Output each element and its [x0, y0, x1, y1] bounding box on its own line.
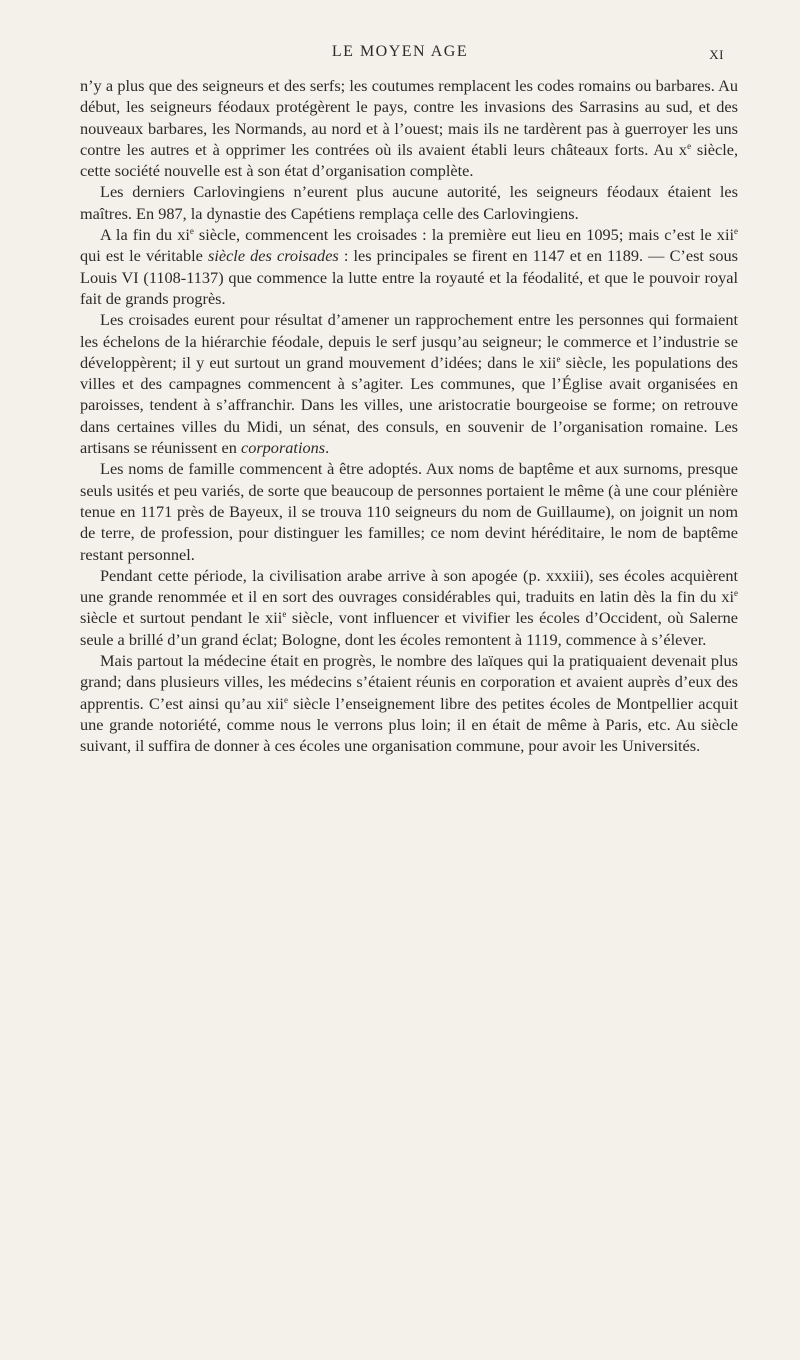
text-run: qui est le véritable — [80, 246, 208, 266]
text-run: siècle, cette société nouvelle est à son état d’organisation complète. — [80, 139, 739, 181]
italic-term: corporations — [240, 438, 326, 458]
superscript: e — [687, 140, 692, 151]
text-run: n’y a plus que des seigneurs et des serfs; les coutumes remplacent les codes romains ou barbares. Au début, les seigneurs féodaux protégèrent le pays, contre les invasions des Sarrasins au sud, et des nouveaux barbares, les Normands, au nord et à l’ouest; mais ils ne tardèrent pas à guerroyer les uns contre les autres et à opprimer les contrées où ils avaient établi leurs châteaux forts. Au x — [80, 76, 738, 159]
text-run: siècle, les populations des villes et des campagnes commencent à s’agiter. Les communes, que l’Église avait organisées en paroisses, tendent à s’affranchir. Dans les villes, une aristocratie bourgeoise se forme; on retrouve dans certaines villes du Midi, un sénat, des consuls, en souvenir de l’organisation romaine. Les artisans se réunissent en — [80, 352, 739, 458]
text-run: siècle, vont influencer et vivifier les écoles d’Occident, où Salerne seule a brillé d’un grand éclat; Bologne, dont les écoles remontent à 1119, commence à s’élever. — [80, 608, 738, 649]
superscript: e — [283, 694, 288, 705]
text-run: A la fin du xi — [100, 225, 190, 245]
superscript: e — [734, 226, 738, 237]
text-run: Mais partout la médecine était en progrès, le nombre des laïques qui la pratiquaient devenait plus grand; dans plusieurs villes, les médecins s’étaient réunis en corporation et avaient auprès d’eux des apprentis. C’est ainsi qu’au xii — [80, 651, 738, 713]
paragraph — [80, 565, 738, 650]
italic-term: siècle des croisades — [208, 246, 339, 266]
text-run: siècle et surtout pendant le xii — [80, 608, 283, 628]
paragraph — [80, 224, 738, 309]
running-title: LE MOYEN AGE — [331, 43, 469, 60]
text-run: siècle, commencent les croisades : la première eut lieu en 1095; mais c’est le xii — [193, 225, 734, 245]
paragraph — [80, 309, 738, 458]
superscript: e — [556, 353, 561, 364]
superscript: e — [189, 226, 194, 237]
text-run: : les principales se firent en 1147 et en 1189. — C’est sous Louis VI (1108-1137) que commence la lutte entre la royauté et la féodalité, et que le pouvoir royal fait de grands progrès. — [80, 246, 738, 308]
paragraph — [80, 181, 738, 224]
paragraph — [80, 75, 738, 181]
text-run: Les croisades eurent pour résultat d’amener un rapprochement entre les personnes qui formaient les échelons de la hiérarchie féodale, depuis le serf jusqu’au seigneur; le commerce et l’industrie se développèrent; il y eut surtout un grand mouvement d’idées; dans le xii — [80, 310, 738, 372]
text-run: siècle l’enseignement libre des petites écoles de Montpellier acquit une grande notoriété, comme nous le verrons plus loin; il en était de même à Paris, etc. Au siècle suivant, il suffira de donner à ces écoles une organisation commune, pour avoir les Universités. — [80, 693, 739, 756]
superscript: e — [734, 588, 738, 599]
paragraph — [80, 458, 738, 564]
superscript: e — [282, 609, 287, 620]
paragraph — [80, 650, 738, 756]
text-run: . — [325, 438, 330, 458]
text-run: Les derniers Carlovingiens n’eurent plus aucune autorité, les seigneurs féodaux étaient les maîtres. En 987, la dynastie des Capétiens remplaça celle des Carlovingiens. — [80, 182, 738, 223]
body-text — [80, 75, 738, 757]
page-number: XI — [709, 47, 724, 62]
text-run: Pendant cette période, la civilisation arabe arrive à son apogée (p. xxxiii), ses écoles acquièrent une grande renommée et il en sort des ouvrages considérables qui, traduits en latin dès la fin du xi — [80, 565, 738, 607]
text-run: Les noms de famille commencent à être adoptés. Aux noms de baptême et aux surnoms, presque seuls usités et peu variés, de sorte que beaucoup de personnes portaient le même (à une cour plénière tenue en 1171 près de Bayeux, il se trouva 110 seigneurs du nom de Guillaume), on joignit un nom de terre, de profession, pour distinguer les familles; ce nom devint héréditaire, le nom de baptême restant personnel. — [80, 459, 738, 564]
